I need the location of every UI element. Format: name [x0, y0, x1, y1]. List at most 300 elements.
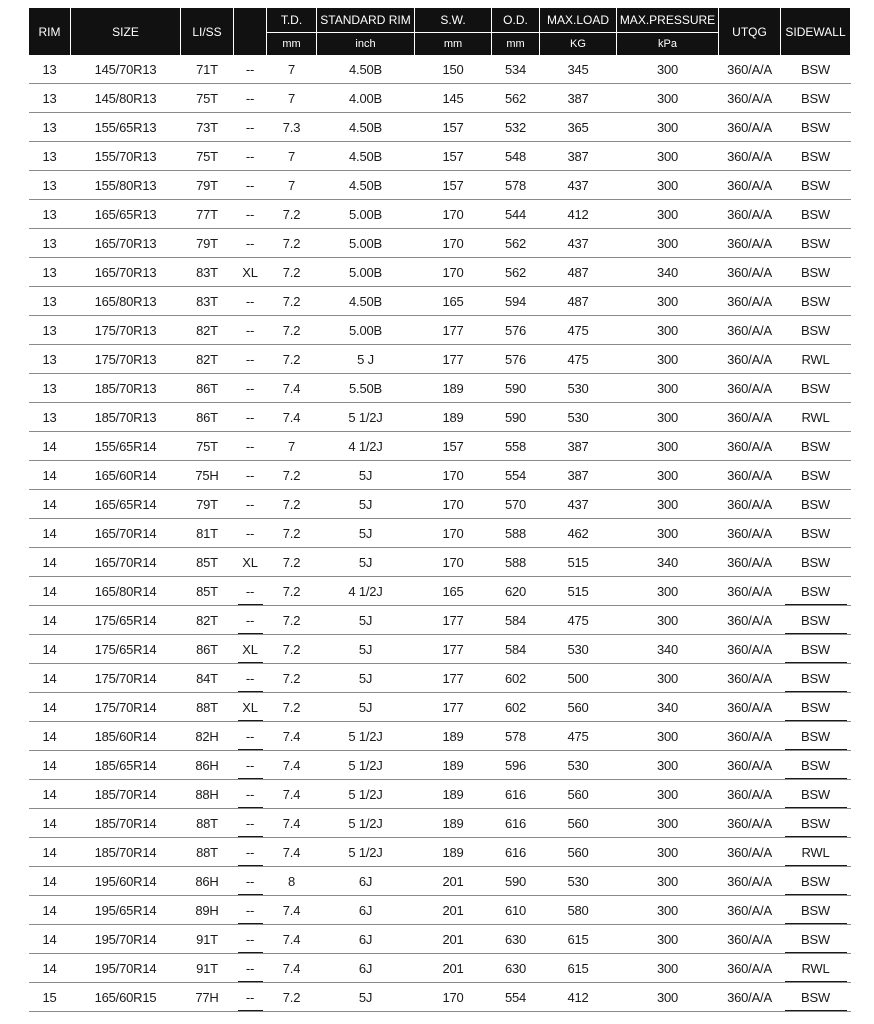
cell-rim: 14 [29, 664, 71, 693]
col-sw: S.W. [415, 8, 492, 33]
cell-rim: 13 [29, 84, 71, 113]
cell-li-ss: 88H [181, 780, 234, 809]
cell-sw: 165 [415, 287, 492, 316]
cell-rim: 13 [29, 200, 71, 229]
cell-li-ss: 75H [181, 461, 234, 490]
cell-rim: 13 [29, 113, 71, 142]
cell-rim: 14 [29, 722, 71, 751]
cell-li-ss: 91T [181, 925, 234, 954]
cell-utqg: 360/A/A [719, 925, 781, 954]
cell-size: 165/70R13 [71, 229, 181, 258]
cell-utqg: 360/A/A [719, 751, 781, 780]
cell-td: 7.2 [267, 345, 317, 374]
cell-od: 558 [492, 432, 540, 461]
cell-standard-rim: 4.50B [317, 142, 415, 171]
cell-td: 7.4 [267, 403, 317, 432]
cell-rim: 14 [29, 838, 71, 867]
cell-standard-rim: 5 1/2J [317, 751, 415, 780]
cell-xl: -- [234, 722, 267, 751]
cell-td: 7.4 [267, 722, 317, 751]
cell-rim: 13 [29, 55, 71, 84]
cell-utqg: 360/A/A [719, 316, 781, 345]
cell-rim: 14 [29, 867, 71, 896]
unit-sw: mm [415, 33, 492, 56]
cell-xl: -- [234, 954, 267, 983]
cell-sidewall: BSW [781, 461, 851, 490]
cell-standard-rim: 4.50B [317, 287, 415, 316]
cell-max-pressure: 300 [617, 954, 719, 983]
cell-utqg: 360/A/A [719, 229, 781, 258]
cell-sw: 177 [415, 635, 492, 664]
cell-td: 7 [267, 142, 317, 171]
cell-rim: 14 [29, 519, 71, 548]
cell-size: 165/70R14 [71, 548, 181, 577]
cell-sidewall: RWL [781, 954, 851, 983]
table-row [29, 954, 851, 983]
cell-xl: -- [234, 751, 267, 780]
cell-max-pressure: 300 [617, 983, 719, 1012]
cell-max-pressure: 300 [617, 809, 719, 838]
table-row [29, 490, 851, 519]
cell-size: 175/70R13 [71, 345, 181, 374]
cell-rim: 14 [29, 490, 71, 519]
cell-od: 610 [492, 896, 540, 925]
cell-sw: 170 [415, 983, 492, 1012]
table-row [29, 635, 851, 664]
cell-od: 532 [492, 113, 540, 142]
cell-li-ss: 86T [181, 403, 234, 432]
cell-max-pressure: 300 [617, 432, 719, 461]
cell-utqg: 360/A/A [719, 606, 781, 635]
cell-li-ss: 83T [181, 258, 234, 287]
cell-td: 7 [267, 55, 317, 84]
col-sidewall: SIDEWALL [781, 8, 851, 55]
cell-sidewall: BSW [781, 635, 851, 664]
cell-max-load: 530 [540, 635, 617, 664]
cell-rim: 14 [29, 809, 71, 838]
cell-td: 7.2 [267, 664, 317, 693]
cell-max-pressure: 300 [617, 374, 719, 403]
cell-rim: 14 [29, 751, 71, 780]
cell-max-pressure: 300 [617, 345, 719, 374]
cell-utqg: 360/A/A [719, 693, 781, 722]
cell-sw: 170 [415, 258, 492, 287]
cell-sidewall: BSW [781, 780, 851, 809]
cell-max-load: 515 [540, 548, 617, 577]
cell-od: 588 [492, 519, 540, 548]
unit-standard-rim: inch [317, 33, 415, 56]
cell-xl: XL [234, 258, 267, 287]
cell-od: 562 [492, 229, 540, 258]
cell-max-load: 345 [540, 55, 617, 84]
cell-td: 7 [267, 171, 317, 200]
cell-max-pressure: 300 [617, 838, 719, 867]
cell-li-ss: 86H [181, 751, 234, 780]
cell-od: 616 [492, 780, 540, 809]
cell-sidewall: RWL [781, 403, 851, 432]
cell-sw: 177 [415, 316, 492, 345]
cell-max-load: 462 [540, 519, 617, 548]
cell-od: 576 [492, 345, 540, 374]
cell-max-load: 530 [540, 867, 617, 896]
cell-standard-rim: 5 1/2J [317, 809, 415, 838]
cell-sw: 157 [415, 142, 492, 171]
cell-sw: 170 [415, 519, 492, 548]
cell-sw: 177 [415, 693, 492, 722]
cell-od: 630 [492, 954, 540, 983]
cell-size: 155/80R13 [71, 171, 181, 200]
cell-rim: 13 [29, 229, 71, 258]
cell-sw: 189 [415, 751, 492, 780]
cell-utqg: 360/A/A [719, 896, 781, 925]
cell-utqg: 360/A/A [719, 84, 781, 113]
cell-sw: 201 [415, 896, 492, 925]
cell-td: 7.2 [267, 519, 317, 548]
cell-max-pressure: 300 [617, 722, 719, 751]
cell-od: 616 [492, 838, 540, 867]
cell-sidewall: BSW [781, 432, 851, 461]
cell-size: 155/65R14 [71, 432, 181, 461]
col-td: T.D. [267, 8, 317, 33]
cell-sidewall: BSW [781, 809, 851, 838]
table-row [29, 664, 851, 693]
cell-sidewall: BSW [781, 925, 851, 954]
cell-xl: -- [234, 577, 267, 606]
cell-xl: -- [234, 838, 267, 867]
cell-li-ss: 88T [181, 693, 234, 722]
unit-max-load: KG [540, 33, 617, 56]
cell-max-pressure: 340 [617, 693, 719, 722]
cell-max-pressure: 300 [617, 519, 719, 548]
cell-rim: 13 [29, 374, 71, 403]
col-max-pressure: MAX.PRESSURE [617, 8, 719, 33]
cell-max-load: 412 [540, 200, 617, 229]
cell-li-ss: 84T [181, 664, 234, 693]
cell-max-pressure: 300 [617, 867, 719, 896]
cell-size: 175/65R14 [71, 606, 181, 635]
cell-od: 584 [492, 606, 540, 635]
cell-standard-rim: 5.00B [317, 316, 415, 345]
cell-max-pressure: 300 [617, 316, 719, 345]
cell-max-pressure: 300 [617, 171, 719, 200]
cell-xl: -- [234, 171, 267, 200]
cell-size: 185/70R14 [71, 780, 181, 809]
cell-size: 185/60R14 [71, 722, 181, 751]
table-body [29, 55, 851, 1012]
cell-xl: -- [234, 780, 267, 809]
cell-rim: 13 [29, 345, 71, 374]
cell-sidewall: BSW [781, 258, 851, 287]
cell-od: 534 [492, 55, 540, 84]
cell-max-load: 412 [540, 983, 617, 1012]
cell-od: 570 [492, 490, 540, 519]
cell-od: 590 [492, 374, 540, 403]
cell-li-ss: 81T [181, 519, 234, 548]
cell-utqg: 360/A/A [719, 403, 781, 432]
cell-max-pressure: 300 [617, 780, 719, 809]
cell-standard-rim: 5 J [317, 345, 415, 374]
cell-max-load: 387 [540, 142, 617, 171]
table-row [29, 751, 851, 780]
table-row [29, 548, 851, 577]
cell-sw: 189 [415, 780, 492, 809]
cell-utqg: 360/A/A [719, 461, 781, 490]
cell-utqg: 360/A/A [719, 809, 781, 838]
table-row [29, 374, 851, 403]
cell-sw: 150 [415, 55, 492, 84]
table-row [29, 577, 851, 606]
cell-rim: 13 [29, 403, 71, 432]
cell-sw: 157 [415, 171, 492, 200]
cell-max-pressure: 300 [617, 577, 719, 606]
table-row [29, 809, 851, 838]
cell-li-ss: 77H [181, 983, 234, 1012]
cell-li-ss: 88T [181, 838, 234, 867]
cell-sw: 165 [415, 577, 492, 606]
cell-od: 602 [492, 664, 540, 693]
cell-utqg: 360/A/A [719, 345, 781, 374]
cell-xl: -- [234, 606, 267, 635]
cell-max-load: 615 [540, 925, 617, 954]
cell-xl: -- [234, 490, 267, 519]
cell-li-ss: 85T [181, 548, 234, 577]
cell-sw: 157 [415, 113, 492, 142]
cell-td: 7.2 [267, 316, 317, 345]
table-row [29, 200, 851, 229]
cell-size: 165/65R13 [71, 200, 181, 229]
cell-li-ss: 75T [181, 142, 234, 171]
cell-standard-rim: 6J [317, 954, 415, 983]
cell-sidewall: BSW [781, 896, 851, 925]
cell-xl: -- [234, 374, 267, 403]
cell-sidewall: BSW [781, 548, 851, 577]
cell-od: 616 [492, 809, 540, 838]
cell-sidewall: BSW [781, 142, 851, 171]
cell-sidewall: BSW [781, 316, 851, 345]
table-row [29, 84, 851, 113]
cell-od: 584 [492, 635, 540, 664]
cell-od: 602 [492, 693, 540, 722]
cell-max-pressure: 300 [617, 229, 719, 258]
cell-rim: 13 [29, 287, 71, 316]
cell-standard-rim: 6J [317, 925, 415, 954]
cell-sw: 189 [415, 809, 492, 838]
cell-sidewall: BSW [781, 867, 851, 896]
cell-max-load: 560 [540, 693, 617, 722]
cell-max-pressure: 300 [617, 287, 719, 316]
cell-xl: -- [234, 316, 267, 345]
cell-td: 7.4 [267, 896, 317, 925]
cell-sw: 177 [415, 345, 492, 374]
cell-standard-rim: 5.00B [317, 229, 415, 258]
cell-sw: 177 [415, 664, 492, 693]
cell-sw: 189 [415, 722, 492, 751]
cell-utqg: 360/A/A [719, 838, 781, 867]
cell-rim: 14 [29, 635, 71, 664]
col-standard-rim: STANDARD RIM [317, 8, 415, 33]
cell-li-ss: 79T [181, 490, 234, 519]
cell-max-pressure: 300 [617, 896, 719, 925]
cell-od: 544 [492, 200, 540, 229]
cell-li-ss: 86H [181, 867, 234, 896]
cell-td: 7.2 [267, 229, 317, 258]
cell-li-ss: 77T [181, 200, 234, 229]
unit-td: mm [267, 33, 317, 56]
cell-sidewall: BSW [781, 519, 851, 548]
cell-sidewall: BSW [781, 171, 851, 200]
cell-size: 145/80R13 [71, 84, 181, 113]
cell-li-ss: 82T [181, 606, 234, 635]
cell-od: 554 [492, 461, 540, 490]
cell-sw: 177 [415, 606, 492, 635]
cell-sidewall: RWL [781, 345, 851, 374]
cell-xl: -- [234, 896, 267, 925]
cell-max-pressure: 300 [617, 751, 719, 780]
cell-rim: 14 [29, 925, 71, 954]
cell-td: 7.4 [267, 954, 317, 983]
cell-size: 165/80R14 [71, 577, 181, 606]
cell-utqg: 360/A/A [719, 142, 781, 171]
cell-rim: 13 [29, 171, 71, 200]
cell-sidewall: BSW [781, 722, 851, 751]
cell-td: 7.4 [267, 809, 317, 838]
cell-size: 165/70R14 [71, 519, 181, 548]
cell-sidewall: BSW [781, 229, 851, 258]
table-row [29, 229, 851, 258]
cell-utqg: 360/A/A [719, 577, 781, 606]
cell-od: 562 [492, 84, 540, 113]
cell-sidewall: BSW [781, 693, 851, 722]
cell-max-pressure: 340 [617, 548, 719, 577]
cell-xl: -- [234, 809, 267, 838]
cell-standard-rim: 5J [317, 606, 415, 635]
col-xl [234, 8, 267, 55]
cell-max-pressure: 340 [617, 258, 719, 287]
cell-td: 7.4 [267, 374, 317, 403]
cell-td: 7.2 [267, 548, 317, 577]
cell-li-ss: 71T [181, 55, 234, 84]
cell-max-load: 560 [540, 780, 617, 809]
cell-size: 195/70R14 [71, 954, 181, 983]
table-row [29, 142, 851, 171]
cell-max-load: 437 [540, 229, 617, 258]
cell-od: 596 [492, 751, 540, 780]
cell-max-pressure: 300 [617, 142, 719, 171]
cell-utqg: 360/A/A [719, 490, 781, 519]
cell-xl: -- [234, 664, 267, 693]
cell-od: 576 [492, 316, 540, 345]
table-row [29, 403, 851, 432]
cell-xl: -- [234, 113, 267, 142]
cell-utqg: 360/A/A [719, 664, 781, 693]
cell-rim: 14 [29, 461, 71, 490]
cell-td: 7.2 [267, 258, 317, 287]
cell-rim: 14 [29, 606, 71, 635]
cell-sidewall: BSW [781, 287, 851, 316]
cell-od: 594 [492, 287, 540, 316]
cell-standard-rim: 5 1/2J [317, 838, 415, 867]
cell-standard-rim: 5 1/2J [317, 403, 415, 432]
cell-utqg: 360/A/A [719, 258, 781, 287]
cell-size: 165/60R14 [71, 461, 181, 490]
table-row [29, 519, 851, 548]
cell-li-ss: 89H [181, 896, 234, 925]
cell-xl: -- [234, 867, 267, 896]
cell-od: 578 [492, 722, 540, 751]
cell-xl: -- [234, 519, 267, 548]
cell-max-pressure: 300 [617, 461, 719, 490]
cell-sidewall: BSW [781, 200, 851, 229]
cell-li-ss: 86T [181, 374, 234, 403]
cell-max-pressure: 300 [617, 84, 719, 113]
cell-max-load: 530 [540, 374, 617, 403]
table-row [29, 722, 851, 751]
table-row [29, 287, 851, 316]
cell-max-pressure: 340 [617, 635, 719, 664]
cell-td: 7.2 [267, 635, 317, 664]
cell-xl: -- [234, 432, 267, 461]
cell-standard-rim: 5J [317, 693, 415, 722]
cell-max-load: 475 [540, 316, 617, 345]
cell-standard-rim: 4 1/2J [317, 577, 415, 606]
cell-td: 7 [267, 84, 317, 113]
cell-max-load: 475 [540, 722, 617, 751]
cell-sw: 170 [415, 200, 492, 229]
cell-xl: -- [234, 84, 267, 113]
cell-size: 175/70R14 [71, 693, 181, 722]
table-row [29, 983, 851, 1012]
col-od: O.D. [492, 8, 540, 33]
cell-li-ss: 73T [181, 113, 234, 142]
cell-td: 7.2 [267, 490, 317, 519]
cell-max-load: 437 [540, 490, 617, 519]
cell-rim: 13 [29, 258, 71, 287]
cell-standard-rim: 6J [317, 867, 415, 896]
cell-xl: -- [234, 461, 267, 490]
cell-max-load: 475 [540, 345, 617, 374]
cell-standard-rim: 4.00B [317, 84, 415, 113]
cell-standard-rim: 5 1/2J [317, 780, 415, 809]
cell-sw: 170 [415, 461, 492, 490]
cell-sw: 189 [415, 838, 492, 867]
cell-utqg: 360/A/A [719, 113, 781, 142]
cell-utqg: 360/A/A [719, 287, 781, 316]
cell-sidewall: BSW [781, 490, 851, 519]
cell-size: 165/60R15 [71, 983, 181, 1012]
cell-standard-rim: 5J [317, 461, 415, 490]
cell-od: 588 [492, 548, 540, 577]
cell-xl: -- [234, 287, 267, 316]
cell-td: 7.3 [267, 113, 317, 142]
cell-li-ss: 82T [181, 345, 234, 374]
cell-utqg: 360/A/A [719, 519, 781, 548]
cell-standard-rim: 5J [317, 983, 415, 1012]
cell-li-ss: 91T [181, 954, 234, 983]
cell-td: 7.2 [267, 693, 317, 722]
cell-sidewall: BSW [781, 664, 851, 693]
cell-li-ss: 88T [181, 809, 234, 838]
cell-utqg: 360/A/A [719, 432, 781, 461]
cell-standard-rim: 5 1/2J [317, 722, 415, 751]
cell-max-load: 487 [540, 287, 617, 316]
cell-standard-rim: 5J [317, 490, 415, 519]
cell-utqg: 360/A/A [719, 374, 781, 403]
cell-td: 7.2 [267, 287, 317, 316]
cell-rim: 14 [29, 780, 71, 809]
cell-utqg: 360/A/A [719, 954, 781, 983]
cell-rim: 14 [29, 548, 71, 577]
cell-li-ss: 75T [181, 432, 234, 461]
